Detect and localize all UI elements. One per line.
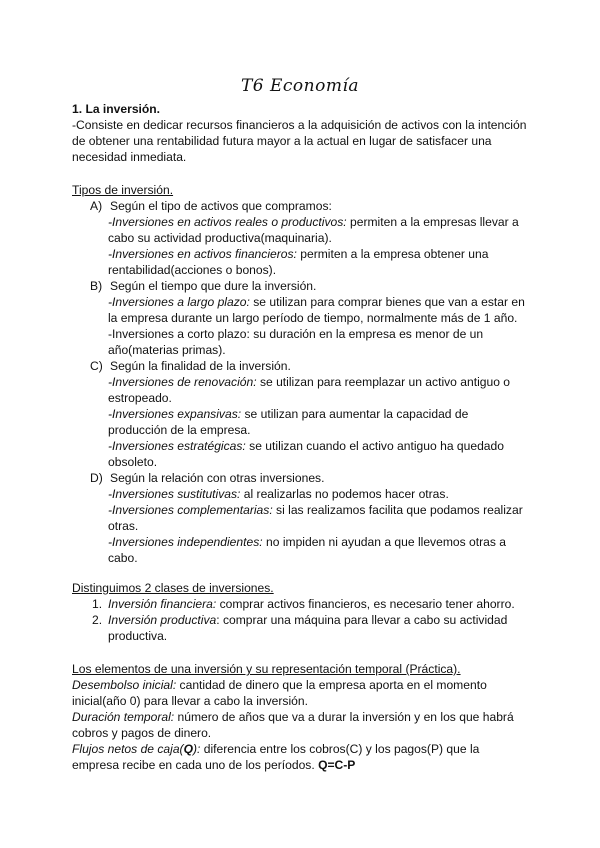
definition: al realizarlas no podemos hacer otras.: [240, 487, 449, 501]
list-item-label: Según la finalidad de la inversión.: [110, 359, 291, 373]
definition-line: [72, 741, 532, 757]
sub-item: [72, 406, 532, 422]
sub-item-continuation: la empresa durante un largo período de tiempo, normalmente más de 1 año.: [108, 311, 518, 325]
list-item-label: Según la relación con otras inversiones.: [110, 471, 325, 485]
numbered-item-2: [72, 612, 532, 628]
sub-item: [72, 534, 532, 550]
sub-item: [72, 486, 532, 502]
definition: se utilizan cuando el activo antiguo ha quedado: [245, 439, 504, 453]
sub-item-continuation: estropeado.: [108, 391, 172, 405]
term: Desembolso inicial:: [72, 678, 177, 692]
sub-item-continuation: obsoleto.: [108, 455, 158, 469]
sub-item: [72, 374, 532, 390]
paragraph-line: -Consiste en dedicar recursos financieros a la adquisición de activos con la intención: [72, 118, 527, 132]
section-tipos: [72, 182, 532, 566]
list-marker: B): [90, 279, 103, 293]
list-marker: C): [90, 359, 103, 373]
section-heading: Tipos de inversión.: [72, 183, 174, 197]
formula: Q=C-P: [318, 758, 356, 772]
definition: se utilizan para comprar bienes que van a estar en: [249, 295, 525, 309]
section-heading: 1. La inversión.: [72, 102, 161, 116]
term: ):: [193, 742, 201, 756]
sub-item: [72, 294, 532, 310]
term: -Inversiones estratégicas:: [108, 439, 246, 453]
list-item-a: [90, 198, 532, 214]
section-la-inversion: [72, 101, 532, 165]
section-heading: Distinguimos 2 clases de inversiones.: [72, 581, 274, 595]
definition: comprar activos financieros, es necesario tener ahorro.: [216, 597, 515, 611]
definition: permiten a la empresas llevar a: [346, 215, 519, 229]
document-title: T6 Economía: [240, 76, 360, 96]
sub-item: [72, 502, 532, 518]
term: Inversión productiva: [108, 613, 217, 627]
term: Inversión financiera:: [108, 597, 217, 611]
section-clases: [72, 580, 532, 644]
term: -Inversiones sustitutivas:: [108, 487, 241, 501]
list-marker: 1.: [92, 597, 103, 611]
definition-line: [72, 677, 532, 693]
list-item-d: [90, 470, 532, 486]
definition: si las realizamos facilita que podamos realizar: [272, 503, 523, 517]
definition: : comprar una máquina para llevar a cabo su actividad: [216, 613, 508, 627]
definition-continuation: cobros y pagos de dinero.: [72, 726, 212, 740]
definition: se utilizan para reemplazar un activo antiguo o: [256, 375, 511, 389]
definition: número de años que va a durar la inversión y en los que habrá: [174, 710, 514, 724]
definition-continuation: inicial(año 0) para llevar a cabo la inversión.: [72, 694, 308, 708]
section-elementos: [72, 661, 532, 773]
list-item-b: [90, 278, 532, 294]
list-marker: D): [90, 471, 103, 485]
sub-item: [72, 438, 532, 454]
term: -Inversiones expansivas:: [108, 407, 242, 421]
definition-line: [72, 709, 532, 725]
section-heading: Los elementos de una inversión y su representación temporal (Práctica).: [72, 662, 461, 676]
sub-item: -Inversiones a corto plazo: su duración en la empresa es menor de un: [108, 327, 484, 341]
term-symbol: Q: [183, 742, 194, 756]
list-item-label: Según el tiempo que dure la inversión.: [110, 279, 317, 293]
sub-item-continuation: año(materias primas).: [108, 343, 226, 357]
sub-item-continuation: producción de la empresa.: [108, 423, 251, 437]
term: -Inversiones de renovación:: [108, 375, 257, 389]
paragraph-line: necesidad inmediata.: [72, 150, 187, 164]
paragraph-line: de obtener una rentabilidad futura mayor a la actual en lugar de satisfacer una: [72, 134, 492, 148]
definition-continuation: [72, 757, 532, 773]
sub-item: [72, 214, 532, 230]
definition: cantidad de dinero que la empresa aporta en el momento: [176, 678, 487, 692]
list-marker: A): [90, 199, 103, 213]
sub-item-continuation: cabo.: [108, 551, 138, 565]
sub-item: [72, 246, 532, 262]
term: -Inversiones independientes:: [108, 535, 263, 549]
term: -Inversiones en activos reales o productivos:: [108, 215, 347, 229]
list-marker: 2.: [92, 613, 103, 627]
term: -Inversiones complementarias:: [108, 503, 273, 517]
numbered-item-1: [72, 596, 532, 612]
numbered-item-continuation: productiva.: [108, 629, 168, 643]
term: -Inversiones a largo plazo:: [108, 295, 250, 309]
definition: se utilizan para aumentar la capacidad de: [241, 407, 469, 421]
sub-item-continuation: cabo su actividad productiva(maquinaria).: [108, 231, 332, 245]
list-item-c: [90, 358, 532, 374]
definition: diferencia entre los cobros(C) y los pagos(P) que la: [200, 742, 480, 756]
sub-item-continuation: otras.: [108, 519, 139, 533]
list-item-label: Según el tipo de activos que compramos:: [110, 199, 332, 213]
term: Duración temporal:: [72, 710, 175, 724]
definition: empresa recibe en cada uno de los períodos.: [72, 758, 319, 772]
term: Flujos netos de caja(: [72, 742, 184, 756]
term: -Inversiones en activos financieros:: [108, 247, 297, 261]
definition: no impiden ni ayudan a que llevemos otras a: [262, 535, 507, 549]
sub-item-continuation: rentabilidad(acciones o bonos).: [108, 263, 277, 277]
definition: permiten a la empresa obtener una: [296, 247, 489, 261]
